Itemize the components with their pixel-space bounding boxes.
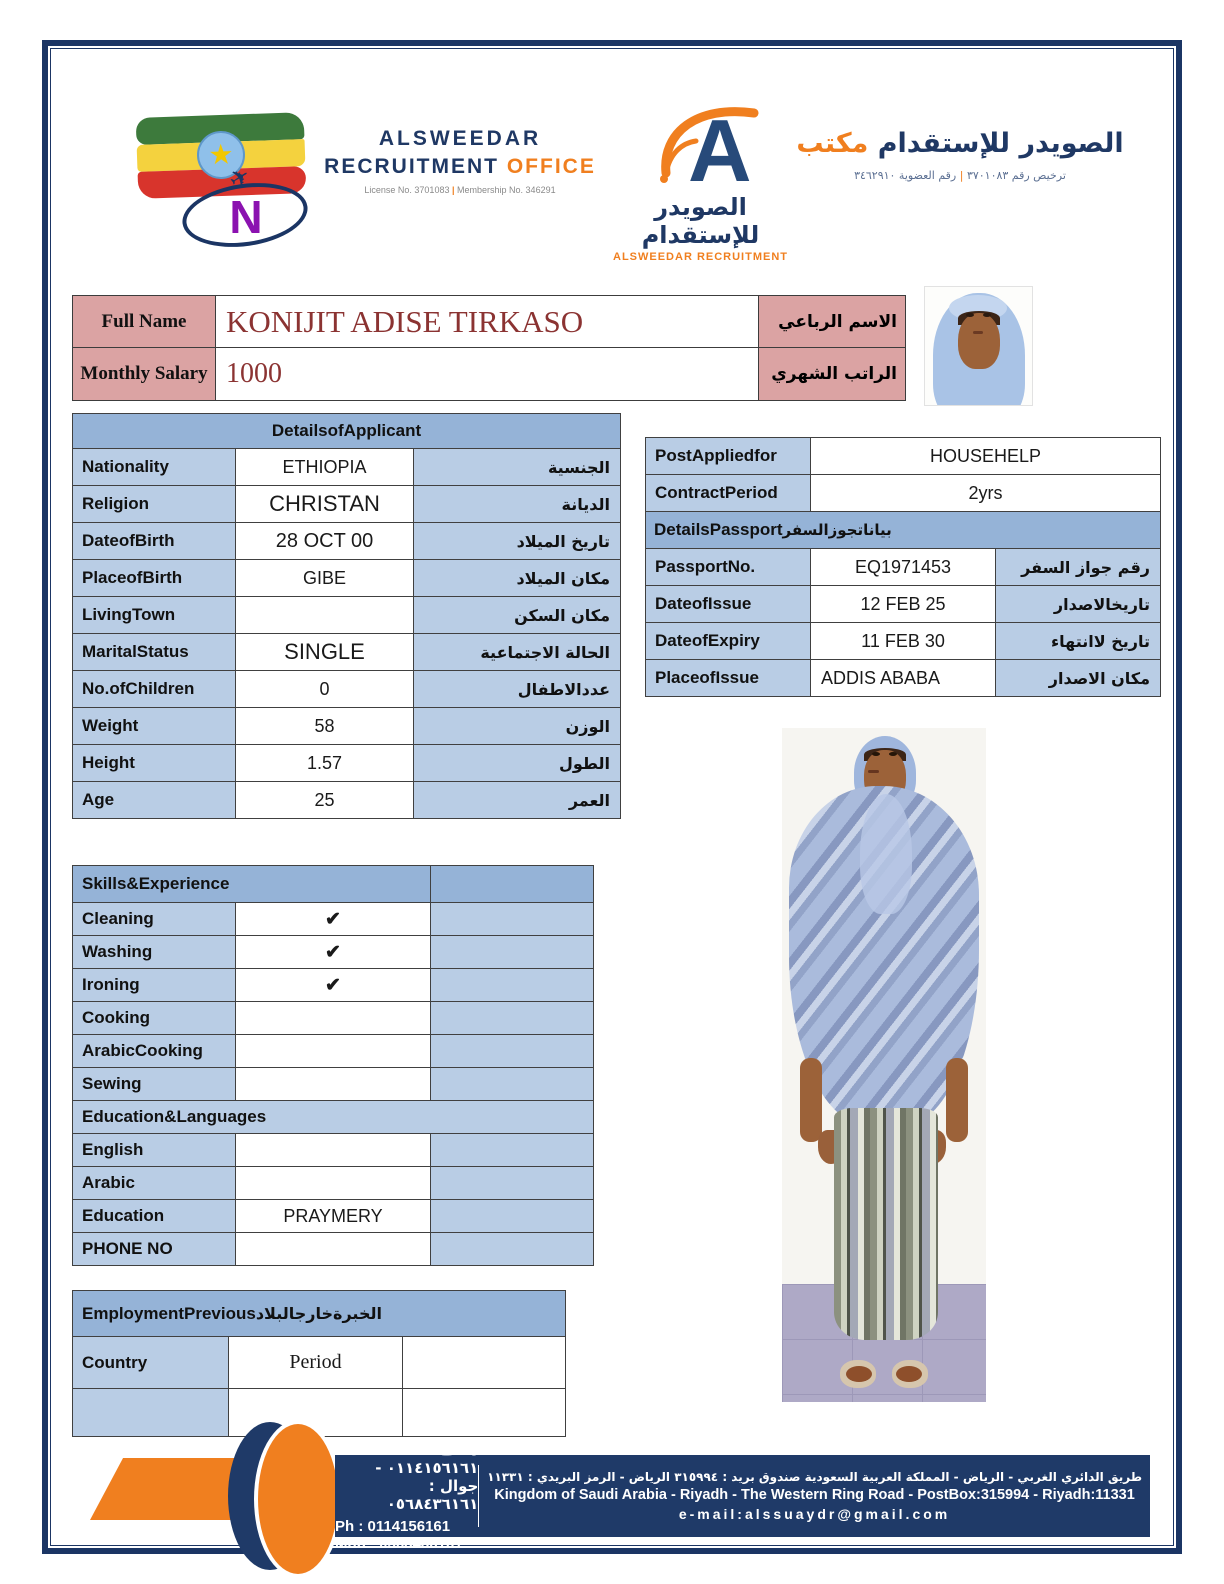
arabic-membership: رقم العضوية ٣٤٦٢٩١٠ [854,169,957,182]
period-label: Period [229,1337,403,1389]
n-airline-logo [182,161,310,252]
left-arm [800,1058,822,1142]
row-value [236,597,414,634]
skills-title: Skills&Experience [73,866,431,903]
full-name-label: Full Name [73,296,216,348]
row-label: Height [73,745,236,782]
skill-label: Sewing [73,1068,236,1101]
phone-arabic: هاتف : ٠١١٤١٥٦١٦١ - جوال : ٠٥٦٨٤٣٦١٦١ [375,1440,479,1513]
row-label: PlaceofIssue [646,660,811,697]
row-label: DateofExpiry [646,623,811,660]
office-name-line2: RECRUITMENT [324,155,499,178]
skill-label: ArabicCooking [73,1035,236,1068]
footer-phone-block [335,1440,479,1552]
address-arabic: طريق الدائري الغربي - الرياض - المملكة العربية السعودية صندوق بريد : ٣١٥٩٩٤ الرياض - الرمز البريدي : ١١٣٣١ [487,1470,1142,1484]
row-arabic: تاريخالاصدار [996,586,1161,623]
details-of-applicant-table [72,413,621,819]
a-logo-graphic [626,103,776,191]
row-arabic: مكان الميلاد [414,560,621,597]
education-value: PRAYMERY [236,1200,431,1233]
identity-table [72,295,906,401]
arabic-license: ترخيص رقم ٣٧٠١٠٨٣ [966,169,1066,182]
education-label: English [73,1134,236,1167]
applicant-portrait-photo [925,287,1032,405]
row-label: No.ofChildren [73,671,236,708]
row-value: 28 OCT 00 [236,523,414,560]
education-languages-title: Education&Languages [73,1101,594,1134]
details-title: DetailsofApplicant [73,414,621,449]
applicant-full-body-photo [782,728,986,1402]
address-english: Kingdom of Saudi Arabia - Riyadh - The Western Ring Road - PostBox:315994 - Riyadh:11331 [494,1487,1135,1503]
skill-check [236,1068,431,1101]
row-value: 12 FEB 25 [811,586,996,623]
previous-employment-table [72,1290,566,1437]
row-value: CHRISTAN [236,486,414,523]
n-letter: N [229,191,263,243]
education-value [236,1134,431,1167]
skill-check: ✔ [236,903,431,936]
license-number: License No. 3701083 [364,185,450,195]
row-arabic: مكان الاصدار [996,660,1161,697]
row-arabic: الحالة الاجتماعية [414,634,621,671]
education-value [236,1233,431,1266]
skill-check: ✔ [236,969,431,1002]
education-label: Arabic [73,1167,236,1200]
footer-address-block [479,1455,1150,1537]
passport-section-title: DetailsPassportبياناتجوزالسفر [646,512,1161,549]
alogo-arabic-name: الصويدر للإستقدام [641,193,760,249]
arabic-office-title: الصويدر للإستقدام [877,128,1124,159]
skill-check [236,1002,431,1035]
office-title-block: ALSWEEDAR RECRUITMENT OFFICE License No. 3701083 | Membership No. 346291 [320,127,600,195]
svg-text:A: A [687,103,752,191]
row-arabic: الديانة [414,486,621,523]
right-arm [946,1058,968,1142]
row-arabic: الوزن [414,708,621,745]
full-name-arabic: الاسم الرباعي [759,296,906,348]
full-name-value: KONIJIT ADISE TIRKASO [216,296,759,348]
row-value: EQ1971453 [811,549,996,586]
row-label: Weight [73,708,236,745]
row-arabic: تاريخ الميلاد [414,523,621,560]
salary-value: 1000 [216,348,759,401]
row-label: Religion [73,486,236,523]
salary-arabic: الراتب الشهري [759,348,906,401]
skill-check [236,1035,431,1068]
airplane-icon: ✈ [224,161,256,196]
row-label: PassportNo. [646,549,811,586]
row-value: SINGLE [236,634,414,671]
skill-check: ✔ [236,936,431,969]
row-label: DateofIssue [646,586,811,623]
education-label: PHONE NO [73,1233,236,1266]
row-value: ADDIS ABABA [811,660,996,697]
footer-contact-bar [335,1440,1150,1552]
office-name-line2b: OFFICE [506,155,596,178]
alsweedar-a-logo [598,103,803,263]
row-arabic: الجنسية [414,449,621,486]
row-label: PlaceofBirth [73,560,236,597]
ethiopia-star-icon: ★ [196,130,246,180]
row-label: DateofBirth [73,523,236,560]
row-value: 25 [236,782,414,819]
row-value: GIBE [236,560,414,597]
row-value: 2yrs [811,475,1161,512]
row-arabic: رقم جواز السفر [996,549,1161,586]
skill-label: Cleaning [73,903,236,936]
row-value: ETHIOPIA [236,449,414,486]
row-arabic: مكان السكن [414,597,621,634]
row-arabic: تاريخ لاانتهاء [996,623,1161,660]
alogo-english-name: ALSWEEDAR RECRUITMENT [613,251,788,263]
skill-label: Ironing [73,969,236,1002]
membership-number: Membership No. 346291 [457,185,556,195]
skill-label: Cooking [73,1002,236,1035]
skill-label: Washing [73,936,236,969]
row-value: 0 [236,671,414,708]
office-name-line1: ALSWEEDAR [378,127,542,150]
employment-title: EmploymentPreviousالخبرةخارجالبلاد [73,1291,566,1337]
education-label: Education [73,1200,236,1233]
row-arabic: الطول [414,745,621,782]
row-label: MaritalStatus [73,634,236,671]
row-label: PostAppliedfor [646,438,811,475]
arabic-office-title-prefix: مكتب [796,128,869,159]
application-passport-table [645,437,1161,697]
skills-table [72,865,594,1266]
salary-label: Monthly Salary [73,348,216,401]
country-label: Country [73,1337,229,1389]
phone-english: Ph : 0114156161 Mob : 0568436161 [335,1517,463,1552]
row-value: 11 FEB 30 [811,623,996,660]
arabic-office-title-block: الصويدر للإستقدام مكتب ترخيص رقم ٣٧٠١٠٨٣ | رقم العضوية ٣٤٦٢٩١٠ [796,128,1124,182]
row-label: ContractPeriod [646,475,811,512]
ikat-skirt [834,1108,938,1340]
row-arabic: عددالاطفال [414,671,621,708]
row-label: Age [73,782,236,819]
row-value: HOUSEHELP [811,438,1161,475]
row-arabic: العمر [414,782,621,819]
row-value: 1.57 [236,745,414,782]
row-value: 58 [236,708,414,745]
face [958,313,1000,369]
footer-logo-ellipse-orange [258,1424,338,1574]
education-value [236,1167,431,1200]
email-address: e-mail:alssuaydr@gmail.com [678,1506,951,1522]
row-label: Nationality [73,449,236,486]
row-label: LivingTown [73,597,236,634]
